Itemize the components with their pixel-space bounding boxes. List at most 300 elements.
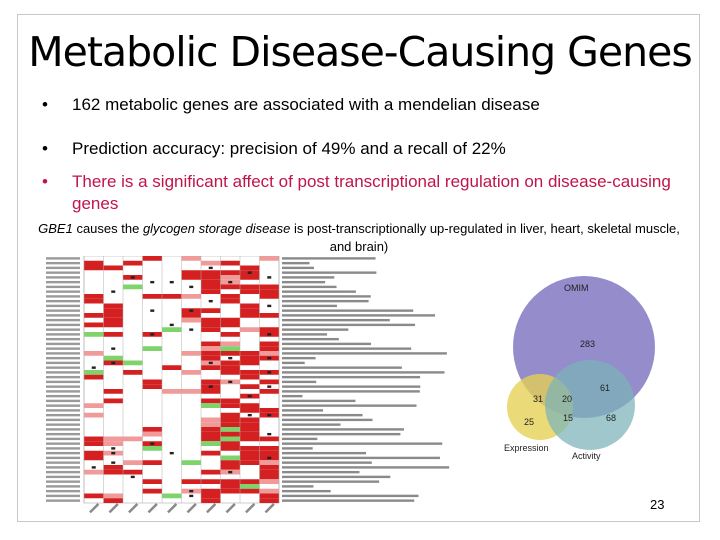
heatmap-cell bbox=[162, 389, 182, 394]
heatmap-cell bbox=[240, 479, 260, 484]
heatmap-mark bbox=[189, 495, 193, 497]
heatmap-annotation-line bbox=[282, 276, 334, 278]
heatmap-cell bbox=[240, 275, 260, 280]
bullet-marker: • bbox=[42, 172, 48, 191]
bullet-text: 162 metabolic genes are associated with a mendelian disease bbox=[72, 95, 540, 114]
heatmap-cell bbox=[240, 418, 260, 423]
heatmap-cell bbox=[143, 460, 163, 465]
heatmap-cell bbox=[221, 361, 241, 366]
heatmap-cell bbox=[84, 437, 104, 442]
heatmap-cell bbox=[104, 399, 124, 404]
heatmap-cell bbox=[221, 418, 241, 423]
heatmap-row-label bbox=[46, 371, 80, 373]
heatmap-mark bbox=[189, 490, 193, 492]
heatmap-cell bbox=[221, 294, 241, 299]
heatmap-row-label bbox=[46, 409, 80, 411]
heatmap-cell bbox=[221, 323, 241, 328]
heatmap-mark bbox=[267, 414, 271, 416]
bullet-post-transcriptional bbox=[42, 171, 671, 215]
heatmap-cell bbox=[221, 318, 241, 323]
heatmap-cell bbox=[240, 427, 260, 432]
venn-count-omim-expression: 31 bbox=[533, 394, 544, 404]
heatmap-annotation-line bbox=[282, 447, 313, 449]
heatmap-cell bbox=[143, 256, 163, 261]
heatmap-row-label bbox=[46, 352, 80, 354]
heatmap-row-label bbox=[46, 404, 80, 406]
heatmap-row-label bbox=[46, 257, 80, 259]
heatmap-row-label bbox=[46, 328, 80, 330]
heatmap-cell bbox=[123, 460, 143, 465]
heatmap-mark bbox=[248, 271, 252, 273]
heatmap-cell bbox=[182, 313, 202, 318]
venn-diagram bbox=[498, 275, 678, 470]
heatmap-mark bbox=[228, 381, 232, 383]
heatmap-cell bbox=[260, 327, 280, 332]
figure-caption bbox=[34, 220, 684, 256]
heatmap-cell bbox=[201, 437, 221, 442]
bullet-marker: • bbox=[42, 139, 48, 158]
heatmap-row-label bbox=[46, 428, 80, 430]
heatmap-cell bbox=[201, 318, 221, 323]
heatmap-cell bbox=[201, 494, 221, 499]
heatmap-annotation-line bbox=[282, 480, 379, 482]
heatmap-mark bbox=[228, 281, 232, 283]
heatmap-column-label bbox=[245, 503, 255, 513]
heatmap-row-label bbox=[46, 362, 80, 364]
heatmap-cell bbox=[240, 370, 260, 375]
heatmap-cell bbox=[201, 351, 221, 356]
heatmap-cell bbox=[240, 451, 260, 456]
heatmap-annotation-line bbox=[282, 267, 314, 269]
caption-part2: is post-transcriptionally up-regulated in liver, heart, skeletal muscle, and brain) bbox=[290, 221, 680, 254]
heatmap-row-label bbox=[46, 395, 80, 397]
heatmap-cell bbox=[240, 351, 260, 356]
heatmap-mark bbox=[228, 357, 232, 359]
heatmap-mark bbox=[209, 385, 213, 387]
heatmap-cell bbox=[260, 346, 280, 351]
heatmap-cell bbox=[221, 275, 241, 280]
heatmap-cell bbox=[201, 389, 221, 394]
heatmap-mark bbox=[267, 457, 271, 459]
heatmap-row-label bbox=[46, 295, 80, 297]
heatmap-mark bbox=[209, 267, 213, 269]
heatmap-cell bbox=[201, 498, 221, 503]
heatmap-annotation-line bbox=[282, 305, 337, 307]
heatmap-annotation-line bbox=[282, 376, 420, 378]
heatmap-annotation-line bbox=[282, 319, 390, 321]
caption-disease: glycogen storage disease bbox=[142, 221, 291, 236]
heatmap-mark bbox=[189, 328, 193, 330]
heatmap-mark bbox=[170, 452, 174, 454]
heatmap-annotation-line bbox=[282, 390, 420, 392]
heatmap-cell bbox=[260, 460, 280, 465]
heatmap-annotation-line bbox=[282, 286, 337, 288]
heatmap-row-label bbox=[46, 286, 80, 288]
heatmap-cell bbox=[240, 422, 260, 427]
heatmap-cell bbox=[201, 327, 221, 332]
heatmap-cell bbox=[221, 270, 241, 275]
heatmap-cell bbox=[104, 494, 124, 499]
heatmap-cell bbox=[260, 256, 280, 261]
heatmap-cell bbox=[240, 313, 260, 318]
heatmap-row-label bbox=[46, 457, 80, 459]
venn-label-omim: OMIM bbox=[564, 283, 589, 293]
heatmap-cell bbox=[84, 313, 104, 318]
bullet-metabolic-genes bbox=[42, 94, 662, 116]
heatmap-cell bbox=[260, 446, 280, 451]
heatmap-annotation-line bbox=[282, 423, 341, 425]
heatmap-cell bbox=[240, 484, 260, 489]
heatmap-annotation-line bbox=[282, 281, 325, 283]
heatmap-cell bbox=[240, 460, 260, 465]
heatmap-annotation-line bbox=[282, 395, 302, 397]
heatmap-cell bbox=[221, 479, 241, 484]
heatmap-annotation-line bbox=[282, 466, 449, 468]
heatmap-row-label bbox=[46, 319, 80, 321]
heatmap-mark bbox=[248, 395, 252, 397]
heatmap-cell bbox=[84, 266, 104, 271]
heatmap-cell bbox=[260, 389, 280, 394]
heatmap-cell bbox=[201, 342, 221, 347]
heatmap-cell bbox=[221, 456, 241, 461]
heatmap-cell bbox=[240, 489, 260, 494]
heatmap-cell bbox=[201, 308, 221, 313]
heatmap-mark bbox=[228, 471, 232, 473]
heatmap-annotation-line bbox=[282, 271, 376, 273]
heatmap-annotation-line bbox=[282, 490, 331, 492]
heatmap-cell bbox=[182, 256, 202, 261]
heatmap-mark bbox=[189, 309, 193, 311]
heatmap-cell bbox=[221, 437, 241, 442]
heatmap-cell bbox=[201, 441, 221, 446]
heatmap-cell bbox=[123, 470, 143, 475]
heatmap-annotation-line bbox=[282, 357, 316, 359]
heatmap-cell bbox=[201, 365, 221, 370]
heatmap-row-label bbox=[46, 305, 80, 307]
heatmap-cell bbox=[240, 308, 260, 313]
heatmap-mark bbox=[267, 357, 271, 359]
heatmap-column-label bbox=[206, 503, 216, 513]
venn-count-all-three: 20 bbox=[562, 394, 573, 404]
heatmap-annotation-line bbox=[282, 442, 442, 444]
heatmap-cell bbox=[143, 384, 163, 389]
heatmap-row-label bbox=[46, 390, 80, 392]
heatmap-annotation-line bbox=[282, 309, 413, 311]
page-number: 23 bbox=[650, 497, 665, 512]
heatmap-cell bbox=[201, 356, 221, 361]
heatmap-row-label bbox=[46, 276, 80, 278]
heatmap-row-label bbox=[46, 499, 80, 501]
heatmap-cell bbox=[201, 323, 221, 328]
heatmap-cell bbox=[221, 489, 241, 494]
heatmap-annotation-line bbox=[282, 381, 316, 383]
heatmap-cell bbox=[201, 399, 221, 404]
heatmap-cell bbox=[84, 413, 104, 418]
heatmap-cell bbox=[240, 437, 260, 442]
heatmap-cell bbox=[221, 446, 241, 451]
heatmap-annotation-line bbox=[282, 428, 404, 430]
heatmap-cell bbox=[221, 413, 241, 418]
heatmap-row-label bbox=[46, 343, 80, 345]
heatmap-cell bbox=[182, 389, 202, 394]
heatmap-cell bbox=[201, 280, 221, 285]
heatmap-row-label bbox=[46, 357, 80, 359]
heatmap-cell bbox=[221, 299, 241, 304]
heatmap-annotation-line bbox=[282, 452, 366, 454]
venn-label-expression: Expression bbox=[504, 443, 549, 453]
heatmap-cell bbox=[143, 446, 163, 451]
venn-count-omim-only: 283 bbox=[580, 339, 596, 349]
heatmap-cell bbox=[221, 432, 241, 437]
heatmap-row-label bbox=[46, 366, 80, 368]
heatmap-cell bbox=[240, 356, 260, 361]
heatmap-cell bbox=[104, 308, 124, 313]
heatmap-cell bbox=[260, 498, 280, 503]
heatmap-row-label bbox=[46, 414, 80, 416]
bullet-marker: • bbox=[42, 95, 48, 114]
heatmap-row-label bbox=[46, 290, 80, 292]
heatmap-annotation-line bbox=[282, 324, 415, 326]
heatmap-mark bbox=[267, 305, 271, 307]
heatmap-cell bbox=[104, 465, 124, 470]
heatmap-cell bbox=[260, 451, 280, 456]
heatmap-cell bbox=[123, 437, 143, 442]
heatmap-row-label bbox=[46, 347, 80, 349]
heatmap-cell bbox=[182, 275, 202, 280]
heatmap-mark bbox=[170, 324, 174, 326]
heatmap-row-label bbox=[46, 495, 80, 497]
heatmap-mark bbox=[209, 362, 213, 364]
heatmap-cell bbox=[201, 479, 221, 484]
heatmap-cell bbox=[221, 332, 241, 337]
heatmap-row-label bbox=[46, 338, 80, 340]
heatmap-cell bbox=[182, 370, 202, 375]
heatmap-cell bbox=[260, 465, 280, 470]
heatmap-row-label bbox=[46, 419, 80, 421]
heatmap-mark bbox=[131, 476, 135, 478]
heatmap-cell bbox=[182, 479, 202, 484]
heatmap-cell bbox=[221, 351, 241, 356]
heatmap-column-label bbox=[89, 503, 99, 513]
heatmap-annotation-line bbox=[282, 257, 376, 259]
heatmap-cell bbox=[201, 275, 221, 280]
heatmap-cell bbox=[84, 323, 104, 328]
heatmap-row-label bbox=[46, 471, 80, 473]
heatmap-cell bbox=[201, 270, 221, 275]
heatmap-cell bbox=[84, 451, 104, 456]
heatmap-cell bbox=[84, 351, 104, 356]
bullet-text: There is a significant affect of post transcriptional regulation on disease-causing genes bbox=[72, 172, 671, 213]
heatmap-cell bbox=[221, 427, 241, 432]
heatmap-cell bbox=[260, 489, 280, 494]
venn-count-omim-activity: 61 bbox=[600, 383, 611, 393]
heatmap-row-label bbox=[46, 376, 80, 378]
heatmap-mark bbox=[170, 281, 174, 283]
heatmap-cell bbox=[221, 422, 241, 427]
heatmap-cell bbox=[201, 422, 221, 427]
heatmap-cell bbox=[201, 346, 221, 351]
heatmap-mark bbox=[209, 300, 213, 302]
heatmap-annotation-line bbox=[282, 290, 356, 292]
heatmap-cell bbox=[240, 408, 260, 413]
heatmap-cell bbox=[240, 289, 260, 294]
heatmap-row-label bbox=[46, 480, 80, 482]
heatmap-cell bbox=[240, 432, 260, 437]
heatmap-cell bbox=[260, 289, 280, 294]
heatmap-cell bbox=[201, 418, 221, 423]
heatmap-mark bbox=[150, 309, 154, 311]
heatmap-cell bbox=[182, 318, 202, 323]
venn-label-activity: Activity bbox=[572, 451, 601, 461]
heatmap-row-label bbox=[46, 447, 80, 449]
heatmap-cell bbox=[240, 403, 260, 408]
heatmap-annotation-line bbox=[282, 485, 313, 487]
heatmap-cell bbox=[240, 304, 260, 309]
heatmap-row-label bbox=[46, 476, 80, 478]
heatmap-row-label bbox=[46, 423, 80, 425]
heatmap-cell bbox=[123, 261, 143, 266]
heatmap-row-label bbox=[46, 438, 80, 440]
heatmap-cell bbox=[221, 403, 241, 408]
heatmap-cell bbox=[240, 361, 260, 366]
caption-part1: causes the bbox=[72, 221, 143, 236]
heatmap-mark bbox=[150, 281, 154, 283]
heatmap-row-label bbox=[46, 324, 80, 326]
heatmap-cell bbox=[182, 460, 202, 465]
heatmap-column-label bbox=[167, 503, 177, 513]
heatmap-row-label bbox=[46, 309, 80, 311]
venn-count-activity-only: 68 bbox=[606, 413, 617, 423]
heatmap-column-label bbox=[265, 503, 275, 513]
heatmap-cell bbox=[143, 346, 163, 351]
heatmap-cell bbox=[104, 266, 124, 271]
heatmap-annotation-line bbox=[282, 338, 339, 340]
heatmap-cell bbox=[84, 375, 104, 380]
heatmap-row-label bbox=[46, 442, 80, 444]
heatmap-column-label bbox=[128, 503, 138, 513]
heatmap-cell bbox=[221, 370, 241, 375]
heatmap-annotation-line bbox=[282, 362, 305, 364]
heatmap-cell bbox=[182, 294, 202, 299]
heatmap-annotation-line bbox=[282, 352, 447, 354]
heatmap-row-label bbox=[46, 485, 80, 487]
caption-gene: GBE1 bbox=[38, 221, 73, 236]
heatmap-cell bbox=[104, 389, 124, 394]
heatmap-mark bbox=[111, 347, 115, 349]
heatmap-cell bbox=[260, 285, 280, 290]
heatmap-annotation-line bbox=[282, 438, 317, 440]
heatmap-cell bbox=[240, 384, 260, 389]
heatmap-cell bbox=[260, 351, 280, 356]
heatmap-row-label bbox=[46, 400, 80, 402]
heatmap-row-label bbox=[46, 314, 80, 316]
heatmap-mark bbox=[267, 433, 271, 435]
heatmap-row-label bbox=[46, 385, 80, 387]
heatmap-annotation-line bbox=[282, 300, 369, 302]
heatmap-cell bbox=[143, 380, 163, 385]
heatmap-cell bbox=[260, 470, 280, 475]
heatmap-cell bbox=[104, 313, 124, 318]
heatmap-annotation-line bbox=[282, 476, 390, 478]
heatmap-row-label bbox=[46, 490, 80, 492]
heatmap-column-label bbox=[109, 503, 119, 513]
heatmap-column-label bbox=[148, 503, 158, 513]
heatmap-mark bbox=[111, 461, 115, 463]
heatmap-annotation-line bbox=[282, 333, 327, 335]
heatmap-cell bbox=[201, 489, 221, 494]
heatmap-cell bbox=[143, 294, 163, 299]
heatmap-cell bbox=[84, 494, 104, 499]
heatmap-cell bbox=[201, 470, 221, 475]
heatmap-cell bbox=[84, 332, 104, 337]
heatmap-annotation-line bbox=[282, 262, 310, 264]
heatmap-cell bbox=[123, 285, 143, 290]
heatmap-cell bbox=[104, 323, 124, 328]
heatmap-cell bbox=[221, 460, 241, 465]
heatmap-row-label bbox=[46, 300, 80, 302]
heatmap-annotation-line bbox=[282, 414, 363, 416]
heatmap-mark bbox=[111, 362, 115, 364]
heatmap-cell bbox=[260, 342, 280, 347]
heatmap-mark bbox=[248, 414, 252, 416]
heatmap-mark bbox=[189, 286, 193, 288]
heatmap-cell bbox=[104, 498, 124, 503]
heatmap-cell bbox=[104, 441, 124, 446]
heatmap-annotation-line bbox=[282, 385, 420, 387]
heatmap-cell bbox=[104, 332, 124, 337]
heatmap-annotation-line bbox=[282, 400, 355, 402]
heatmap-cell bbox=[162, 294, 182, 299]
heatmap-annotation-line bbox=[282, 461, 372, 463]
heatmap-cell bbox=[260, 408, 280, 413]
heatmap-annotation-line bbox=[282, 409, 323, 411]
heatmap-cell bbox=[143, 427, 163, 432]
gene-tissue-heatmap bbox=[44, 256, 469, 518]
heatmap-cell bbox=[182, 270, 202, 275]
heatmap-cell bbox=[221, 399, 241, 404]
heatmap-cell bbox=[182, 351, 202, 356]
heatmap-cell bbox=[201, 285, 221, 290]
heatmap-cell bbox=[162, 365, 182, 370]
venn-count-expression-only: 25 bbox=[524, 417, 535, 427]
heatmap-cell bbox=[143, 432, 163, 437]
heatmap-cell bbox=[221, 365, 241, 370]
heatmap-column-label bbox=[226, 503, 236, 513]
heatmap-mark bbox=[267, 276, 271, 278]
heatmap-cell bbox=[84, 370, 104, 375]
heatmap-cell bbox=[201, 403, 221, 408]
heatmap-cell bbox=[123, 370, 143, 375]
heatmap-row-label bbox=[46, 381, 80, 383]
heatmap-cell bbox=[221, 465, 241, 470]
heatmap-cell bbox=[162, 494, 182, 499]
heatmap-cell bbox=[240, 456, 260, 461]
heatmap-cell bbox=[221, 484, 241, 489]
heatmap-annotation-line bbox=[282, 343, 371, 345]
heatmap-annotation-line bbox=[282, 328, 348, 330]
heatmap-cell bbox=[84, 294, 104, 299]
heatmap-annotation-line bbox=[282, 457, 440, 459]
heatmap-cell bbox=[260, 437, 280, 442]
heatmap-cell bbox=[221, 441, 241, 446]
heatmap-cell bbox=[240, 375, 260, 380]
heatmap-cell bbox=[260, 294, 280, 299]
heatmap-row-label bbox=[46, 267, 80, 269]
heatmap-cell bbox=[84, 299, 104, 304]
heatmap-column-label bbox=[187, 503, 197, 513]
heatmap-cell bbox=[201, 432, 221, 437]
heatmap-mark bbox=[92, 466, 96, 468]
